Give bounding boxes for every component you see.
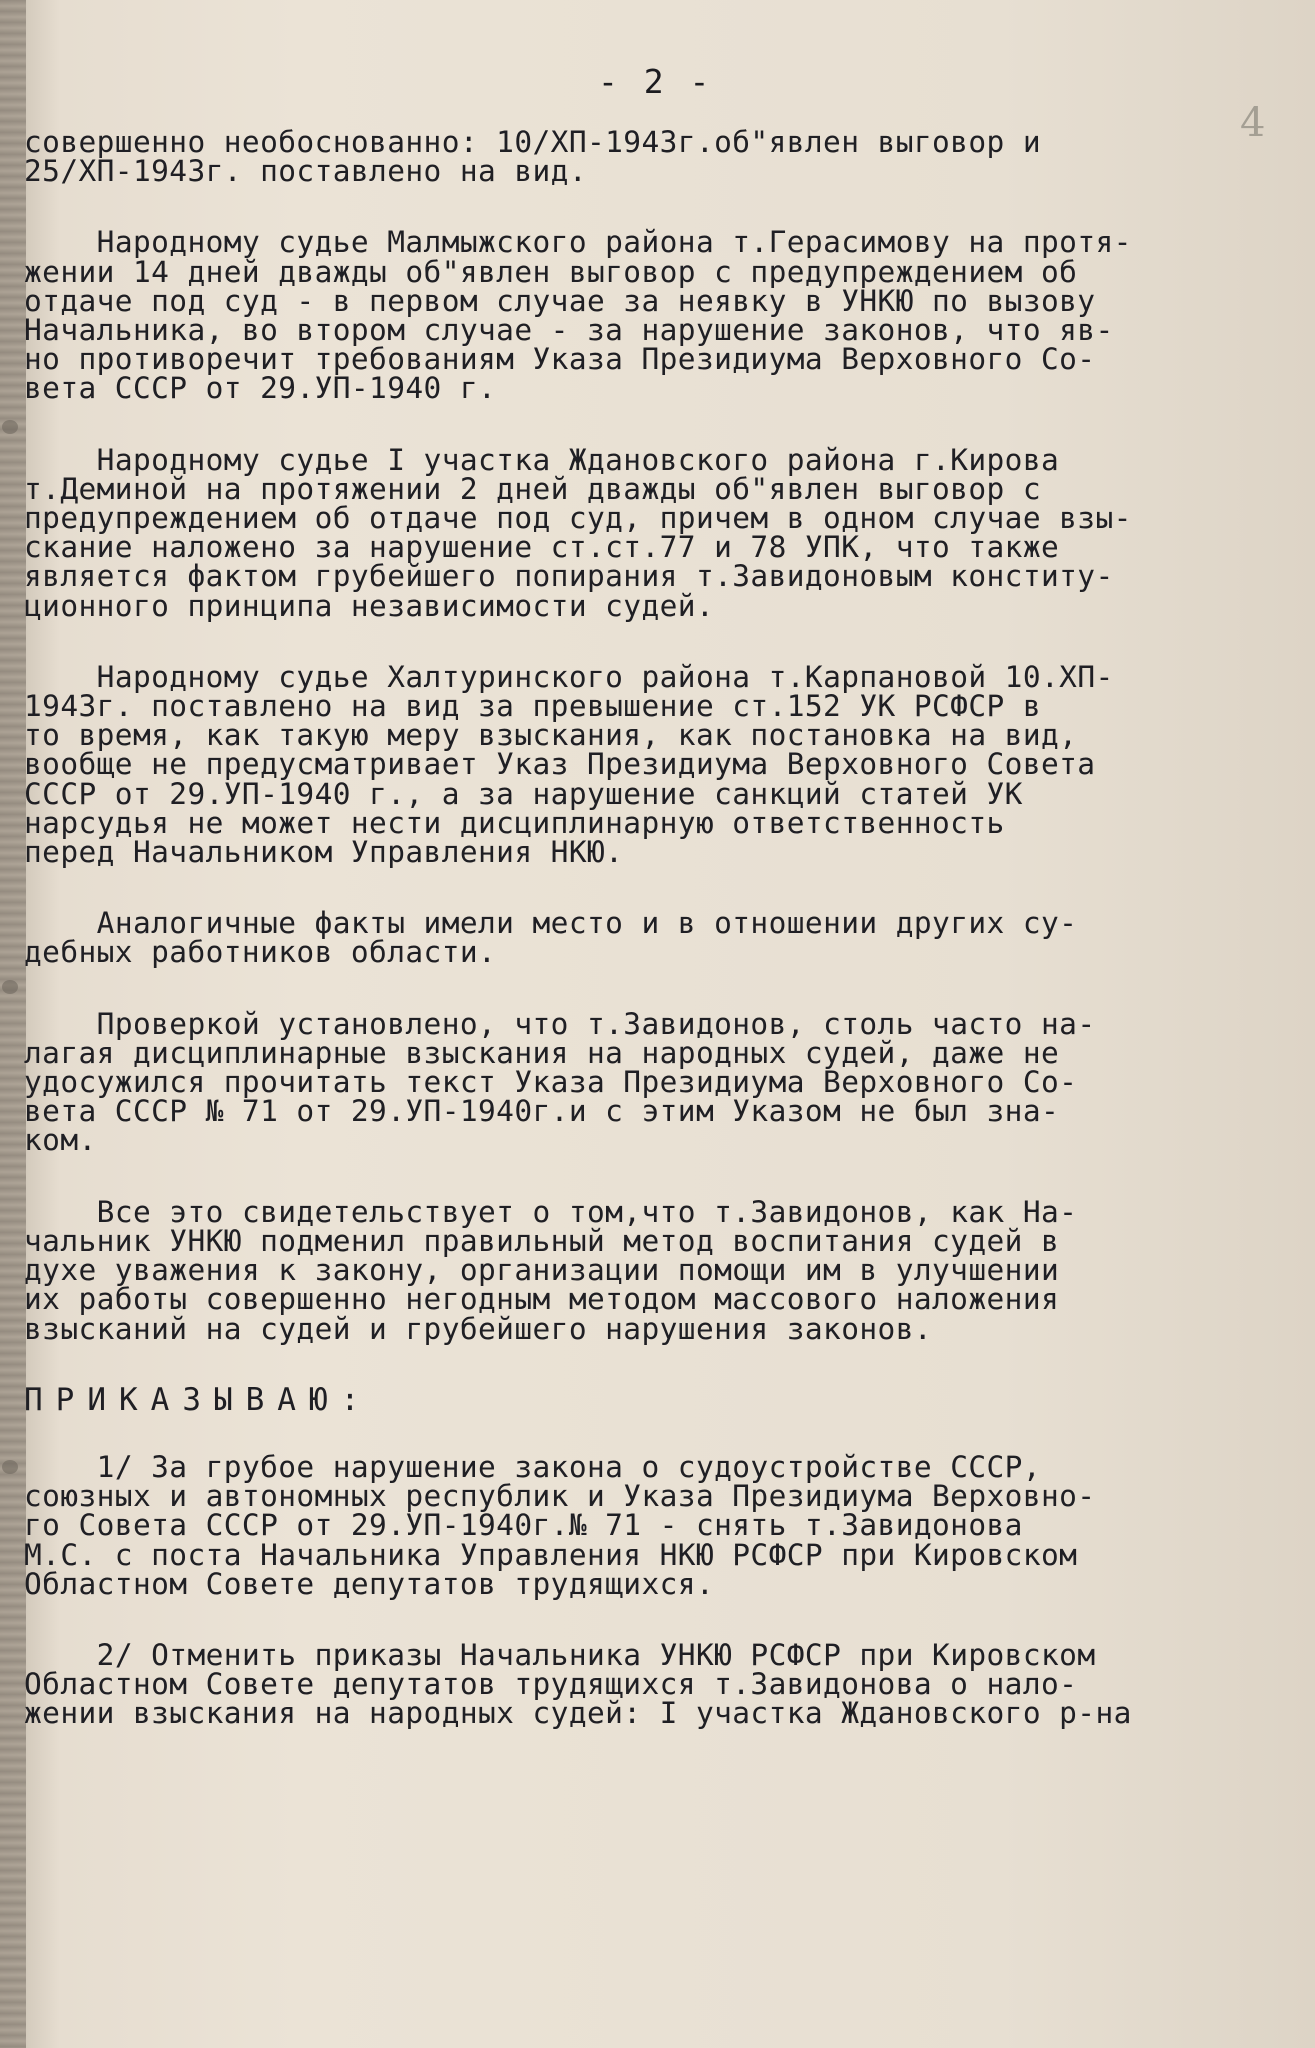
binding-hole [2, 420, 18, 434]
page-number: - 2 - [598, 62, 713, 101]
paragraph: Все это свидетельствует о том,что т.Завидонов, как На- чальник УНКЮ подменил правильный метод воспитания судей в духе уважения к закону, организации помощи им в улучшении их работы совершенно негодным методом массового наложения взысканий на судей и грубейшего нарушения законов. [24, 1194, 1078, 1346]
document-body [24, 125, 1304, 1771]
binding-hole [2, 1460, 18, 1474]
paragraph: Народному судье I участка Ждановского района г.Кирова т.Деминой на протяжении 2 дней дважды об"явлен выговор с предупреждением об отдаче под суд, причем в одном случае взы- скание наложено за нарушение ст.ст.77 и 78 УПК, что также является фактом грубейшего попирания т.Завидоновым конститу- ционного принципа независимости судей. [24, 442, 1132, 623]
order-item: 2/ Отменить приказы Начальника УНКЮ РСФСР при Кировском Областном Совете депутатов трудящихся т.Завидонова о нало- жении взыскания на народных судей: I участка Ждановского р-на [24, 1637, 1132, 1731]
archive-sheet-number: 4 [1240, 100, 1266, 146]
paragraph: Проверкой установлено, что т.Завидонов, столь часто на- лагая дисциплинарные взыскания на народных судей, даже не удосужился прочитать текст Указа Президиума Верховного Со- вета СССР № 71 от 29.УП-1940г.и с этим Указом не был зна- ком. [24, 1006, 1096, 1158]
paragraph: Аналогичные факты имели место и в отношении других су- дебных работников области. [24, 906, 1078, 970]
order-item: 1/ За грубое нарушение закона о судоустройстве СССР, союзных и автономных республик и Указа Президиума Верховно- го Совета СССР от 29.УП-1940г.№ 71 - снять т.Завидонова М.С. с поста Начальника Управления НКЮ РСФСР при Кировском Областном Совете депутатов трудящихся. [24, 1449, 1096, 1601]
paragraph: Народному судье Малмыжского района т.Герасимову на протя- жении 14 дней дважды об"явлен выговор с предупреждением об отдаче под суд - в первом случае за неявку в УНКЮ по вызову Начальника, во втором случае - за нарушение законов, что яв- но противоречит требованиям Указа Президиума Верховного Со- вета СССР от 29.УП-1940 г. [24, 225, 1132, 406]
order-heading: ПРИКАЗЫВАЮ: [24, 1381, 373, 1418]
binding-edge [0, 0, 26, 2048]
binding-hole [2, 980, 18, 994]
paragraph: Народному судье Халтуринского района т.Карпановой 10.ХП- 1943г. поставлено на вид за превышение ст.152 УК РСФСР в то время, как такую меру взыскания, как постановка на вид, вообще не предусматривает Указ Президиума Верховного Совета СССР от 29.УП-1940 г., а за нарушение санкций статей УК нарсудья не может нести дисциплинарную ответственность перед Начальником Управления НКЮ. [24, 659, 1114, 870]
paragraph: совершенно необоснованно: 10/ХП-1943г.об"явлен выговор и 25/ХП-1943г. поставлено на вид. [24, 125, 1041, 189]
